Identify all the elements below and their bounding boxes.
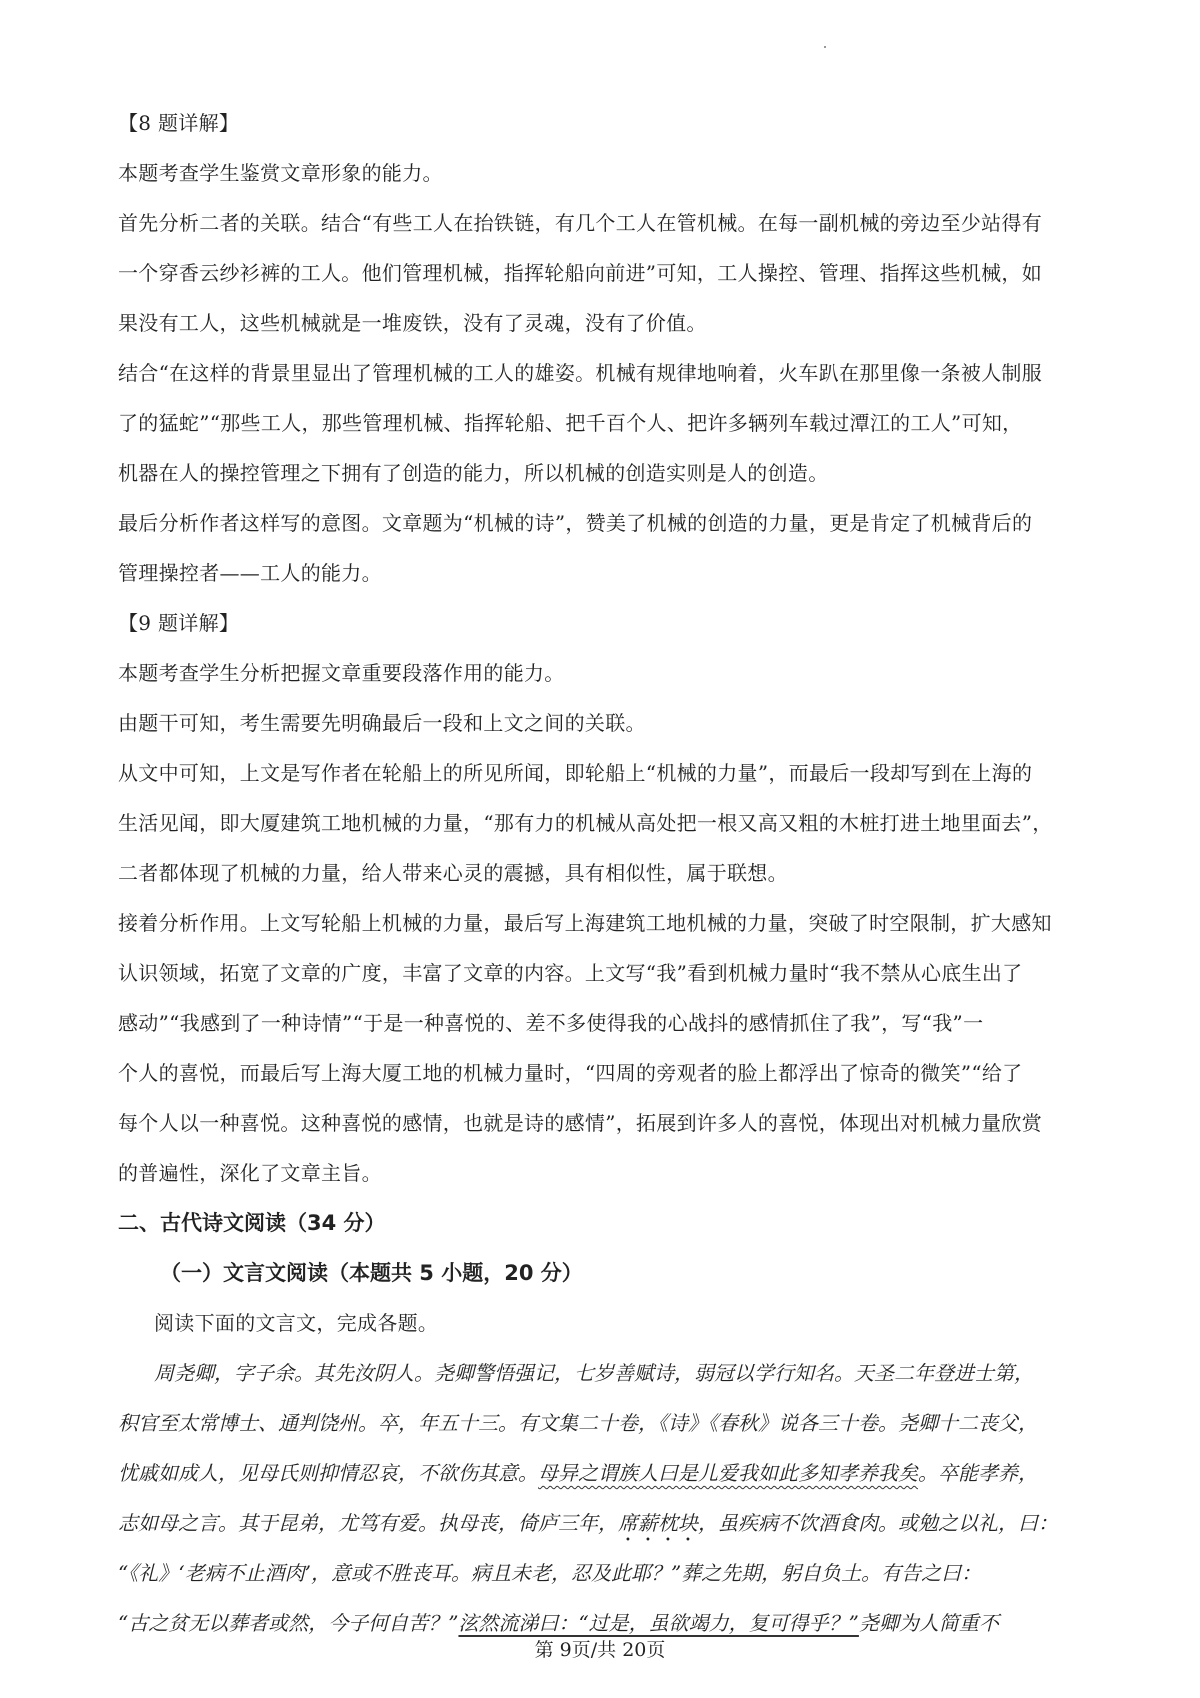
paragraph-line: 管理操控者——工人的能力。 bbox=[118, 561, 382, 585]
underlined-sentence: 泫然流涕曰：“过是，虽欲竭力，复可得乎？” bbox=[458, 1611, 859, 1635]
paragraph-line: 认识领域，拓宽了文章的广度，丰富了文章的内容。上文写“我”看到机械力量时“我不禁从心底生出了 bbox=[118, 961, 1023, 985]
passage-text: 。卒能孝养， bbox=[918, 1461, 1038, 1485]
paragraph-line: 的普遍性，深化了文章主旨。 bbox=[118, 1161, 382, 1185]
passage-text: 忧戚如成人，见母氏则抑情忍哀，不欲伤其意。 bbox=[118, 1461, 538, 1485]
passage-line-5: “《礼》‘老病不止酒肉’，意或不胜丧耳。病且未老，忍及此耶？”葬之先期，躬自负土。有告之曰： bbox=[118, 1561, 982, 1585]
paragraph-line: 机器在人的操控管理之下拥有了创造的能力，所以机械的创造实则是人的创造。 bbox=[118, 461, 829, 485]
classical-reading-subheading: （一）文言文阅读（本题共 5 小题，20 分） bbox=[160, 1261, 583, 1285]
passage-line-2: 积官至太常博士、通判饶州。卒，年五十三。有文集二十卷，《诗》《春秋》说各三十卷。尧卿十二丧父， bbox=[118, 1411, 1038, 1435]
paragraph-line: 接着分析作用。上文写轮船上机械的力量，最后写上海建筑工地机械的力量，突破了时空限制，扩大感知 bbox=[118, 911, 1052, 935]
paragraph-line: 由题干可知，考生需要先明确最后一段和上文之间的关联。 bbox=[118, 711, 646, 735]
section-9-body bbox=[118, 648, 1098, 1198]
part-2-heading: 二、古代诗文阅读（34 分） bbox=[118, 1211, 386, 1235]
passage-line-1: 周尧卿，字子余。其先汝阴人。尧卿警悟强记，七岁善赋诗，弱冠以学行知名。天圣二年登进士第， bbox=[154, 1361, 1034, 1385]
paragraph-line: 首先分析二者的关联。结合“有些工人在抬铁链，有几个工人在管机械。在每一副机械的旁边至少站得有 bbox=[118, 211, 1043, 235]
paragraph-line: 果没有工人，这些机械就是一堆废铁，没有了灵魂，没有了价值。 bbox=[118, 311, 707, 335]
passage-line-4 bbox=[118, 1498, 1098, 1548]
paragraph-line: 感动”“我感到了一种诗情”“于是一种喜悦的、差不多使得我的心战抖的感情抓住了我”，写“我”一 bbox=[118, 1011, 984, 1035]
passage-text: 志如母之言。其于昆弟，尤笃有爱。执母丧，倚庐三年， bbox=[118, 1511, 618, 1535]
dot-marked-phrase: 席薪枕块 bbox=[618, 1511, 698, 1535]
page-number-footer: 第 9页/共 20页 bbox=[534, 1639, 666, 1661]
paragraph-line: 一个穿香云纱衫裤的工人。他们管理机械，指挥轮船向前进”可知，工人操控、管理、指挥这些机械，如 bbox=[118, 261, 1043, 285]
paragraph-line: 最后分析作者这样写的意图。文章题为“机械的诗”，赞美了机械的创造的力量，更是肯定了机械背后的 bbox=[118, 511, 1033, 535]
paragraph-line: 从文中可知，上文是写作者在轮船上的所见所闻，即轮船上“机械的力量”，而最后一段却写到在上海的 bbox=[118, 761, 1033, 785]
passage-text: “古之贫无以葬者或然，今子何自苦？” bbox=[118, 1611, 459, 1635]
paragraph-line: 个人的喜悦，而最后写上海大厦工地的机械力量时，“四周的旁观者的脸上都浮出了惊奇的微笑”“给了 bbox=[118, 1061, 1023, 1085]
paragraph-line: 每个人以一种喜悦。这种喜悦的感情，也就是诗的感情”，拓展到许多人的喜悦，体现出对机械力量欣赏 bbox=[118, 1111, 1043, 1135]
reading-instruction: 阅读下面的文言文，完成各题。 bbox=[154, 1311, 439, 1335]
passage-line-3 bbox=[118, 1448, 1098, 1498]
paragraph-line: 本题考查学生鉴赏文章形象的能力。 bbox=[118, 161, 443, 185]
paragraph-line: 二者都体现了机械的力量，给人带来心灵的震撼，具有相似性，属于联想。 bbox=[118, 861, 788, 885]
wavy-underlined-sentence: 母异之谓族人曰是儿爱我如此多知孝养我矣 bbox=[538, 1461, 918, 1485]
section-8-body bbox=[118, 148, 1098, 598]
paragraph-line: 生活见闻，即大厦建筑工地机械的力量，“那有力的机械从高处把一根又高又粗的木桩打进土地里面去”， bbox=[118, 811, 1053, 835]
passage-text: 尧卿为人简重不 bbox=[858, 1611, 999, 1635]
paragraph-line: 结合“在这样的背景里显出了管理机械的工人的雄姿。机械有规律地响着，火车趴在那里像一条被人制服 bbox=[118, 361, 1043, 385]
page-content bbox=[118, 98, 1098, 1648]
paragraph-line: 本题考查学生分析把握文章重要段落作用的能力。 bbox=[118, 661, 565, 685]
passage-text: ，虽疾病不饮酒食肉。或勉之以礼，曰： bbox=[698, 1511, 1058, 1535]
section-9-title: 【9 题详解】 bbox=[118, 611, 240, 635]
scan-speck bbox=[824, 46, 826, 48]
paragraph-line: 了的猛蛇”“那些工人，那些管理机械、指挥轮船、把千百个人、把许多辆列车载过潭江的工人”可知， bbox=[118, 411, 1023, 435]
section-8-title: 【8 题详解】 bbox=[118, 111, 240, 135]
